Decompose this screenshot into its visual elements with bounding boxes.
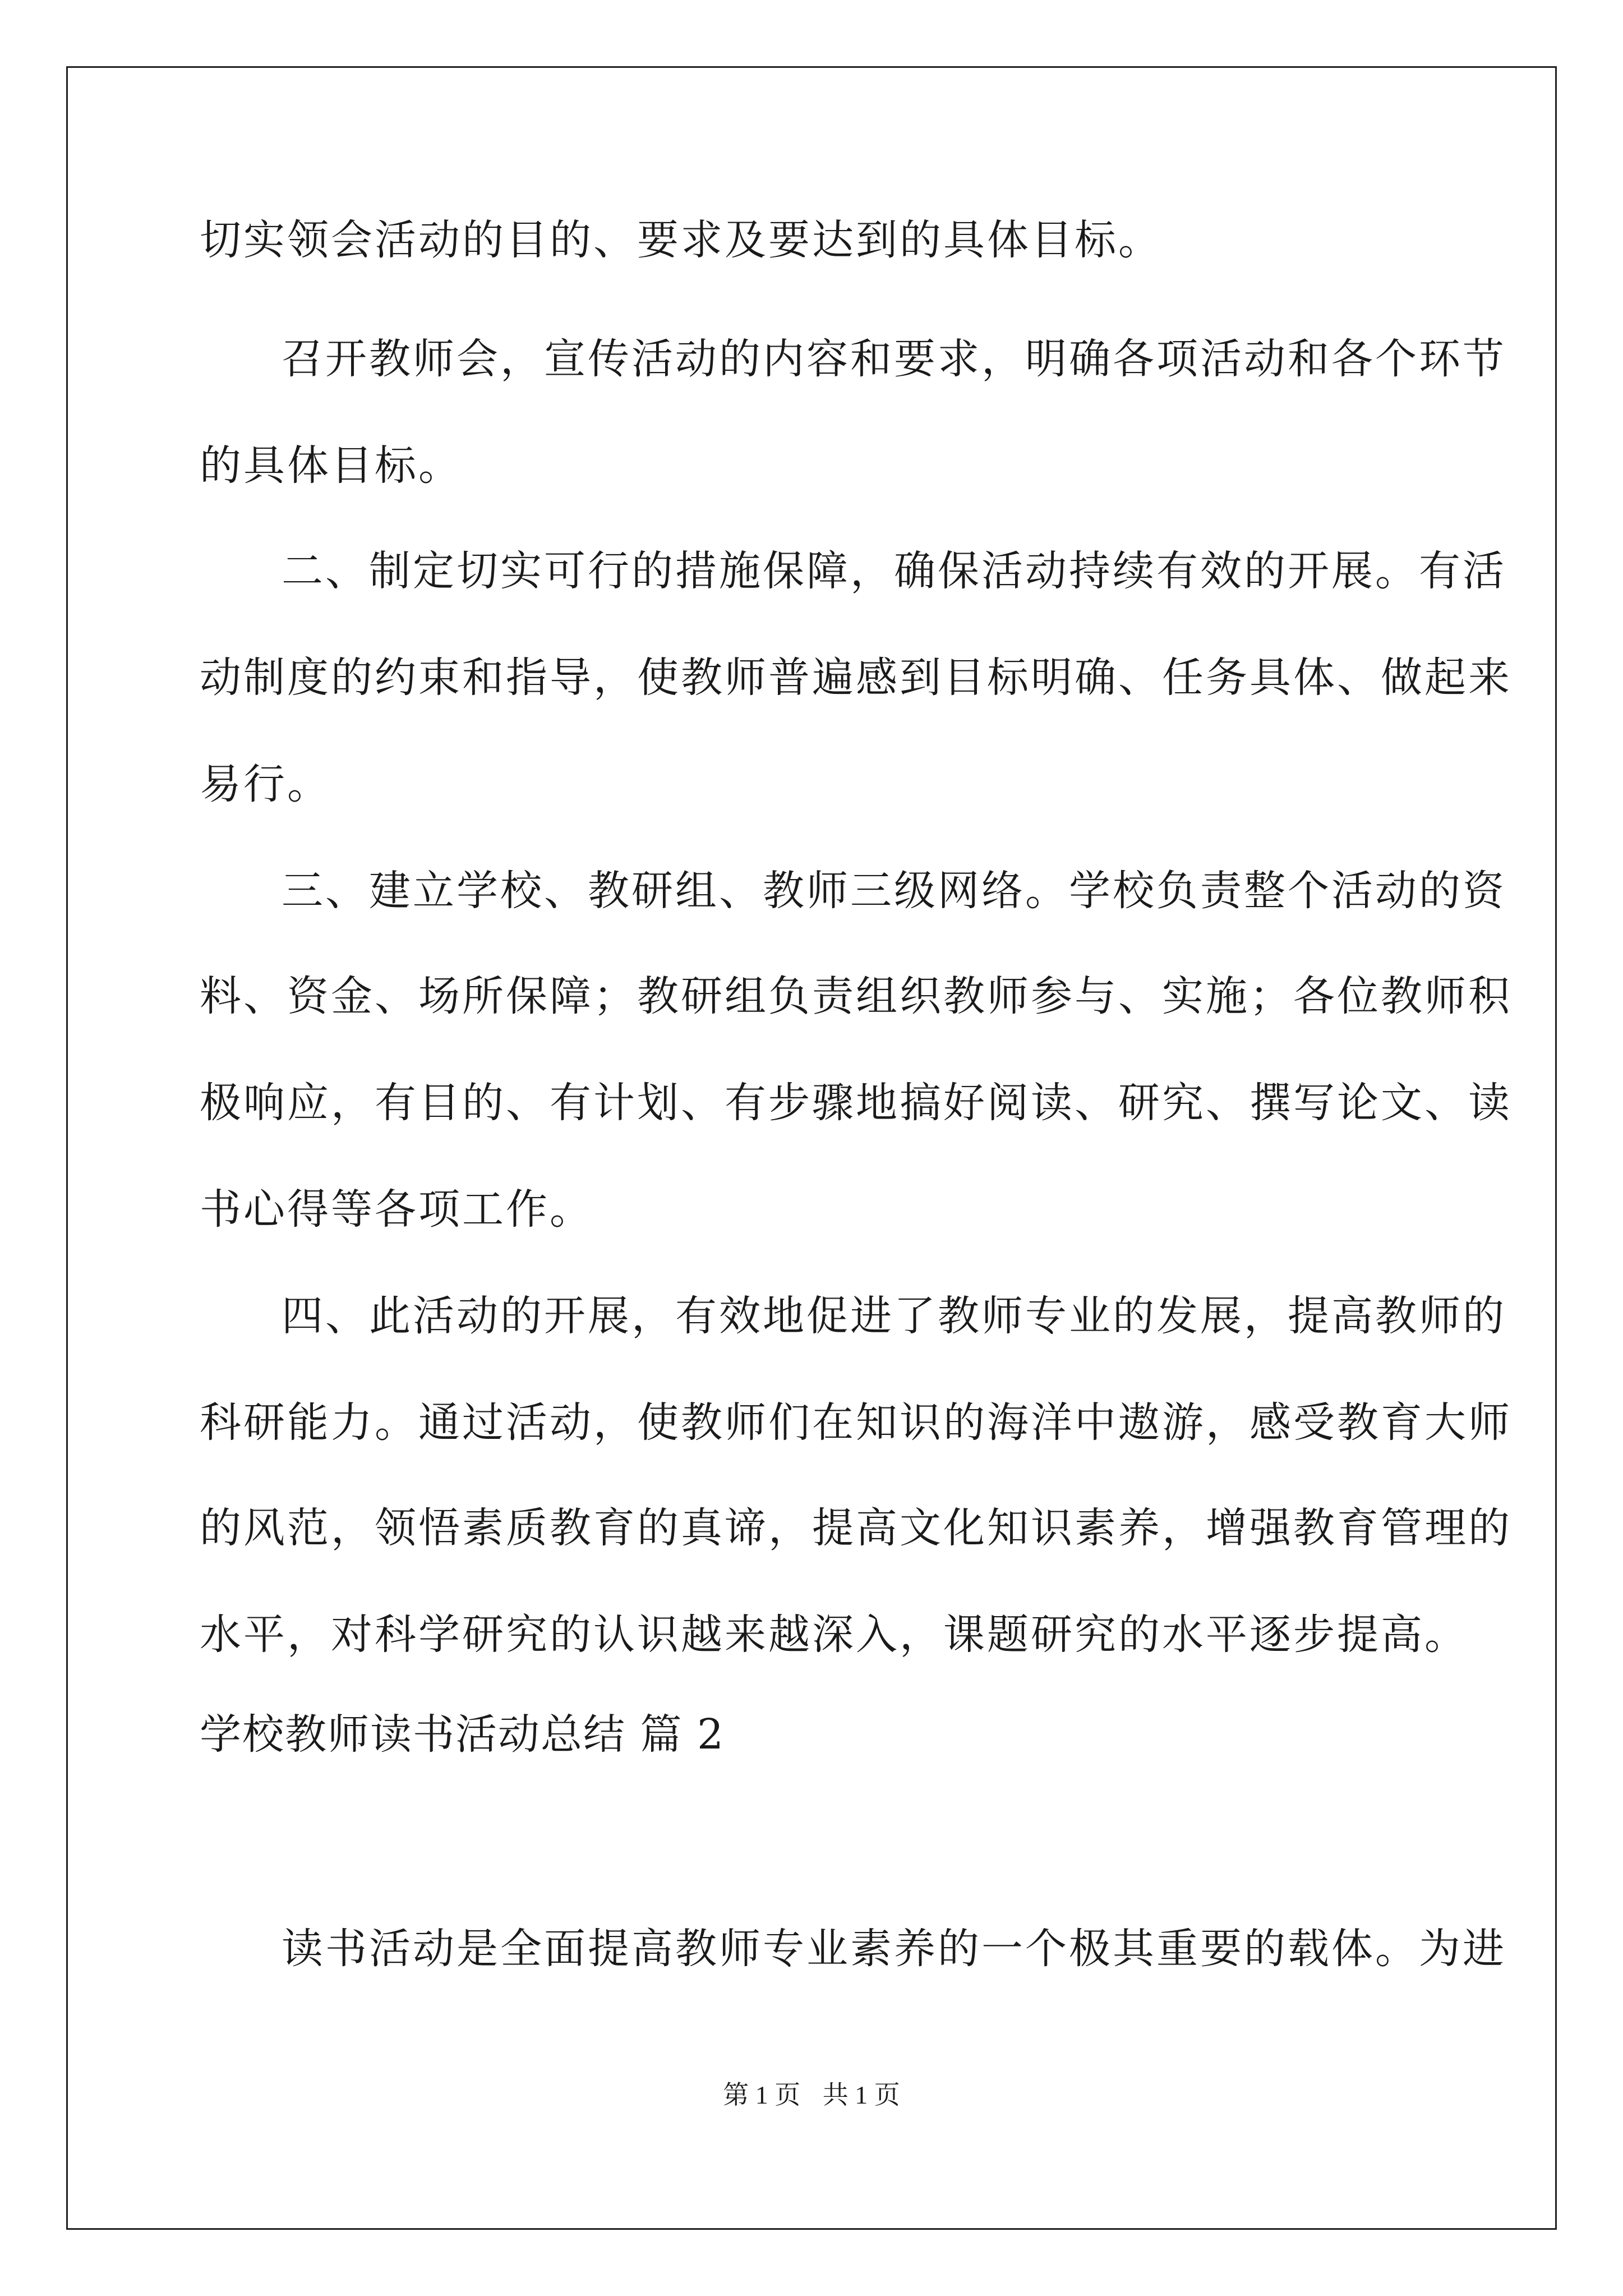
page-border (66, 66, 1557, 2230)
body-text-line: 书心得等各项工作。 (200, 1185, 593, 1234)
paragraph-text-line: 三、建立学校、教研组、教师三级网络。学校负责整个活动的资 (282, 867, 1506, 915)
body-text-line: 动制度的约束和指导，使教师普遍感到目标明确、任务具体、做起来 (200, 654, 1512, 702)
body-text-line: 极响应，有目的、有计划、有步骤地搞好阅读、研究、撰写论文、读 (200, 1079, 1512, 1127)
paragraph-text-line: 四、此活动的开展，有效地促进了教师专业的发展，提高教师的 (282, 1292, 1506, 1340)
body-text-line: 易行。 (200, 760, 331, 808)
section-heading: 学校教师读书活动总结 篇 2 (200, 1710, 725, 1759)
page-total: 共 1 页 (822, 2081, 900, 2109)
paragraph-text-line: 读书活动是全面提高教师专业素养的一个极其重要的载体。为进 (282, 1925, 1506, 1973)
page-number: 第 1 页 (723, 2081, 801, 2109)
body-text-line: 切实领会活动的目的、要求及要达到的具体目标。 (200, 216, 1162, 264)
body-text-line: 料、资金、场所保障；教研组负责组织教师参与、实施；各位教师积 (200, 972, 1512, 1020)
paragraph-text-line: 召开教师会，宣传活动的内容和要求，明确各项活动和各个环节 (282, 335, 1506, 383)
body-text-line: 的风范，领悟素质教育的真谛，提高文化知识素养，增强教育管理的 (200, 1504, 1512, 1552)
page-footer (0, 2078, 1623, 2112)
body-text-line: 水平，对科学研究的认识越来越深入，课题研究的水平逐步提高。 (200, 1611, 1468, 1659)
paragraph-text-line: 二、制定切实可行的措施保障，确保活动持续有效的开展。有活 (282, 547, 1506, 595)
body-text-line: 的具体目标。 (200, 441, 462, 490)
body-text-line: 科研能力。通过活动，使教师们在知识的海洋中遨游，感受教育大师 (200, 1398, 1512, 1447)
